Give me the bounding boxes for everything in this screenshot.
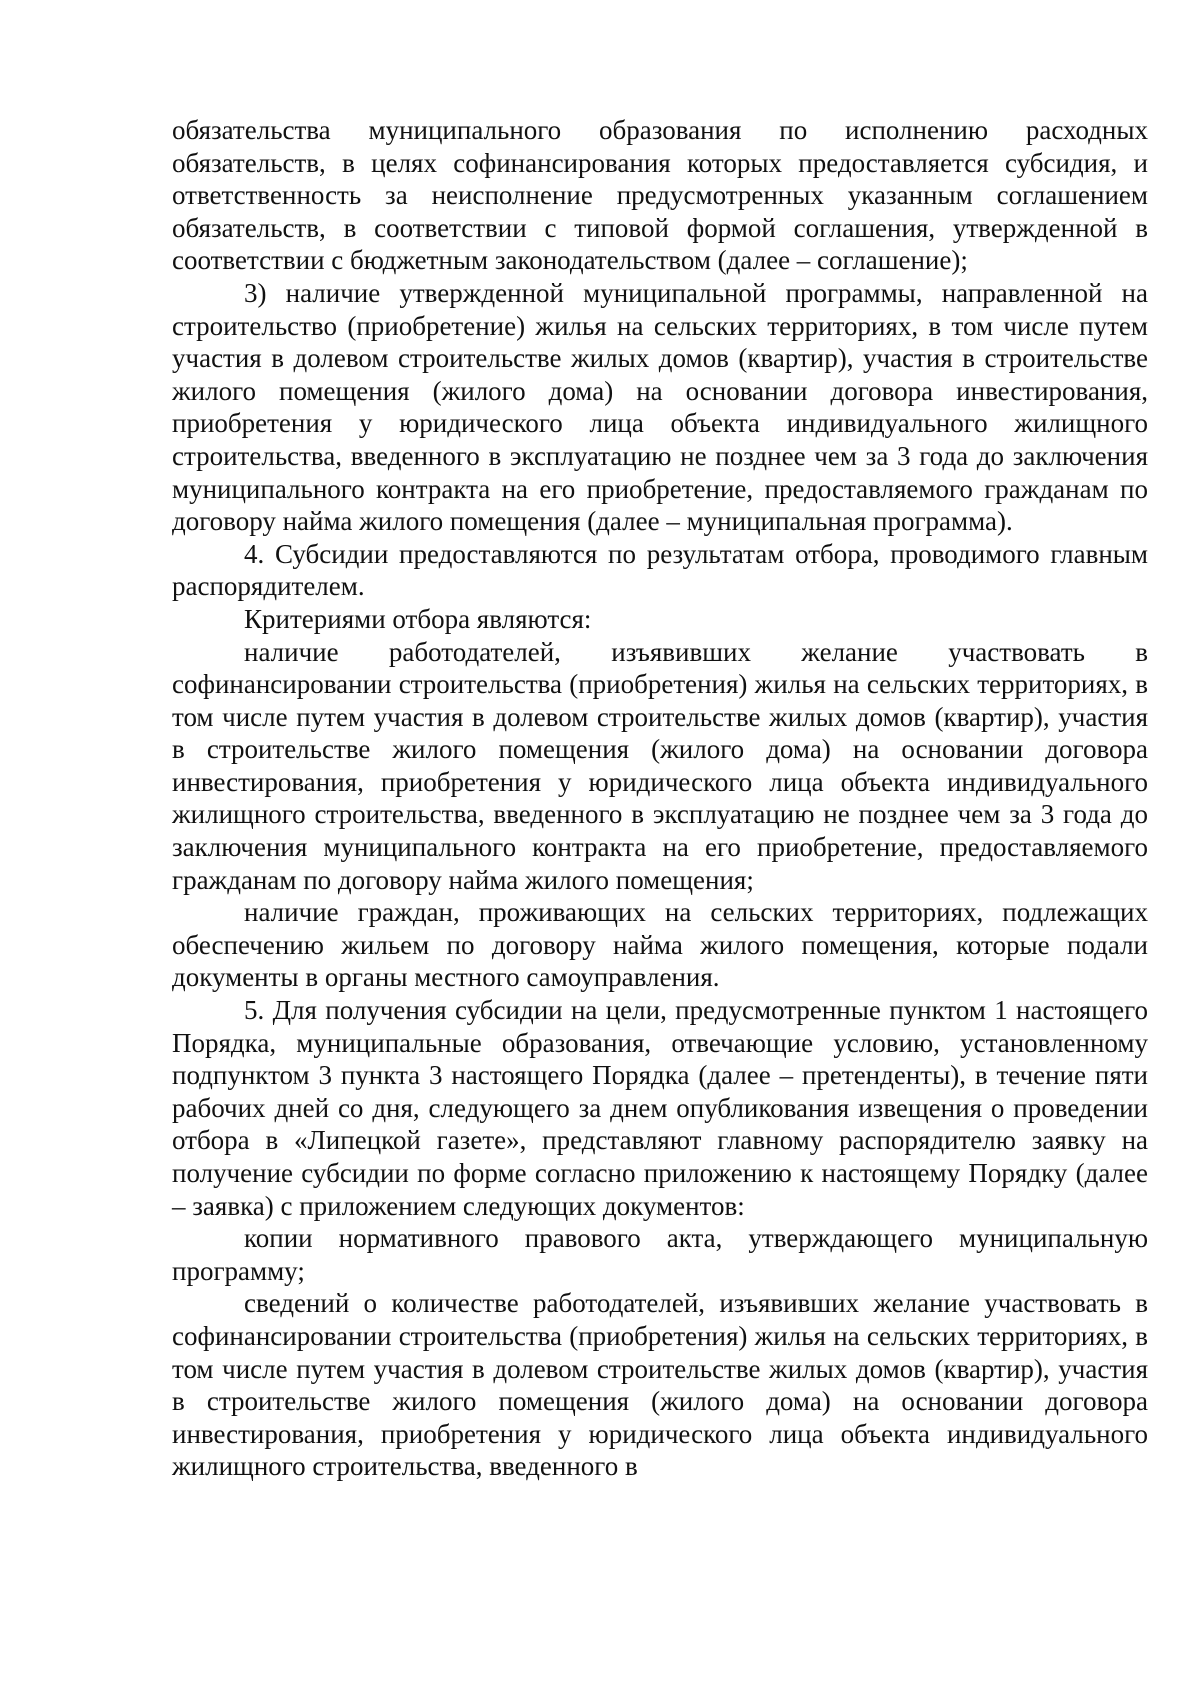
paragraph-document-copy-act: копии нормативного правового акта, утверждающего муниципальную программу; [172,1223,1148,1286]
paragraph-criterion-citizens: наличие граждан, проживающих на сельских территориях, подлежащих обеспечению жильем по договору найма жилого помещения, которые подали документы в органы местного самоуправления. [172,897,1148,993]
paragraph-obligations: обязательства муниципального образования по исполнению расходных обязательств, в целях софинансирования которых предоставляется субсидия, и ответственность за неисполнение предусмотренных указанным соглашением обязательств, в соответствии с типовой формой соглашения, утвержденной в соответствии с бюджетным законодательством (далее – соглашение); [172,115,1148,276]
paragraph-document-employers-info: сведений о количестве работодателей, изъявивших желание участвовать в софинансировании строительства (приобретения) жилья на сельских территориях, в том числе путем участия в долевом строительстве жилых домов (квартир), участия в строительстве жилого помещения (жилого дома) на основании договора инвестирования, приобретения у юридического лица объекта индивидуального жилищного строительства, введенного в [172,1288,1148,1482]
document-body [172,114,1148,1483]
paragraph-item-5: 5. Для получения субсидии на цели, предусмотренные пунктом 1 настоящего Порядка, муниципальные образования, отвечающие условию, установленному подпунктом 3 пункта 3 настоящего Порядка (далее – претенденты), в течение пяти рабочих дней со дня, следующего за днем опубликования извещения о проведении отбора в «Липецкой газете», представляют главному распорядителю заявку на получение субсидии по форме согласно приложению к настоящему Порядку (далее – заявка) с приложением следующих документов: [172,995,1148,1221]
paragraph-item-3: 3) наличие утвержденной муниципальной программы, направленной на строительство (приобретение) жилья на сельских территориях, в том числе путем участия в долевом строительстве жилых домов (квартир), участия в строительстве жилого помещения (жилого дома) на основании договора инвестирования, приобретения у юридического лица объекта индивидуального жилищного строительства, введенного в эксплуатацию не позднее чем за 3 года до заключения муниципального контракта на его приобретение, предоставляемого гражданам по договору найма жилого помещения (далее – муниципальная программа). [172,277,1148,537]
paragraph-criterion-employers: наличие работодателей, изъявивших желание участвовать в софинансировании строительства (приобретения) жилья на сельских территориях, в том числе путем участия в долевом строительстве жилых домов (квартир), участия в строительстве жилого помещения (жилого дома) на основании договора инвестирования, приобретения у юридического лица объекта индивидуального жилищного строительства, введенного в эксплуатацию не позднее чем за 3 года до заключения муниципального контракта на его приобретение, предоставляемого гражданам по договору найма жилого помещения; [172,636,1148,895]
paragraph-criteria-heading: Критериями отбора являются: [244,603,592,634]
paragraph-item-4: 4. Субсидии предоставляются по результатам отбора, проводимого главным распорядителем. [172,538,1148,602]
